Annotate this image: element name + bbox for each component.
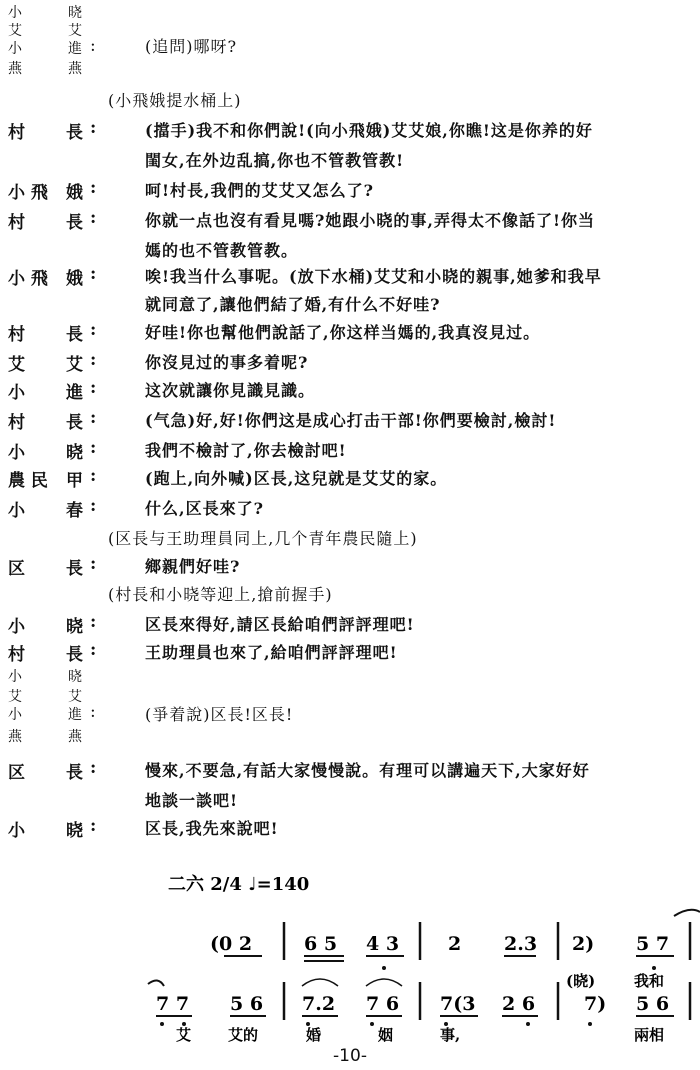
score-note: 5 6 — [636, 993, 670, 1015]
score-lyric: 兩相 — [634, 1026, 665, 1044]
score-note: 2 — [448, 933, 462, 955]
score-note: 5 7 — [636, 933, 670, 955]
score-note: 5 6 — [230, 993, 264, 1015]
score-lyric: (晓) — [566, 972, 596, 990]
dialogue-line: 慢來,不要急,有話大家慢慢說。有理可以講遍天下,大家好好 — [145, 761, 590, 780]
score-note: 6 5 — [304, 933, 338, 955]
dialogue-line: 唉!我当什么事呢。(放下水桶)艾艾和小晓的親事,她爹和我早 — [145, 267, 602, 286]
dialogue-line: 你就一点也沒有看見嗎?她跟小晓的事,弄得太不像話了!你当 — [145, 211, 595, 230]
page-number: -10- — [333, 1046, 367, 1066]
group-speakers: 小 晓 艾 艾 小 進 燕 燕 : — [8, 5, 96, 77]
script-page: 小 晓 艾 艾 小 進 燕 燕 : (追問)哪呀? (小飛娥提水桶上) 村 長 : (擋手)我不和你們說!(向小飛娥)艾艾娘,你瞧!这是你养的好 閨女,在外边乱搞,你也不管教管教! 小 飛 娥 : 呵!村長,我們的艾艾又怎么了? 村 長 : 你就一点也沒有看見嗎?她跟小晓的事,弄得太不像話了!你当 媽的也不管教管教。 小 飛 娥 : 唉!我当什么事呢。(放下水桶)艾艾和小晓的親事,她爹和我早 就同意了,讓他們結了婚,有什么不好哇? 村 長 : 好哇!你也幫他們說話了,你这样当媽的,我真沒見过。 艾 艾 : 你沒見过的事多着呢? 小 進 : 这次就讓你見識見識。 村 長 : (气急)好,好!你們这是成心打击干部!你們要檢討,檢討! 小 晓 : 我們不檢討了,你去檢討吧! 農 民 甲 : (跑上,向外喊)区長,这兒就是艾艾的家。 小 春 : 什么,区長來了? (区長与王助理員同上,几个青年農民隨上) 区 長 : 鄉親們好哇? (村長和小晓等迎上,搶前握手) 小 晓 : 区長來得好,請区長給咱們評評理吧! 村 長 : 王助理員也來了,給咱們評評理吧! 小 晓 艾 艾 小 進 燕 燕 : (爭着說)区長!区長! 区 長 : 慢來,不要急,有話大家慢慢說。有理可以講遍天下,大家好好 地談一談吧! 小 晓 : 区長,我先來說吧! 二六 2/4 ♩=140 (0 2 6 5 4 3 2 2.3 2) 5 7 (晓) 我和 7 7 5 6 7.2 7 6 7(3 2 6 7) 5 6 艾 艾的 婚 姻 事, 兩相 -10- — [0, 0, 700, 1070]
dialogue-line: 好哇!你也幫他們說話了,你这样当媽的,我真沒見过。 — [145, 323, 541, 342]
score-note: 7(3 — [440, 993, 476, 1015]
score-lyric: 姻 — [378, 1026, 394, 1044]
dialogue-line: (擋手)我不和你們說!(向小飛娥)艾艾娘,你瞧!这是你养的好 — [145, 121, 593, 140]
stage-direction: (村長和小晓等迎上,搶前握手) — [108, 585, 333, 604]
group-speakers: 小 晓 艾 艾 小 進 燕 燕 : — [8, 669, 96, 745]
dialogue-line: 閨女,在外边乱搞,你也不管教管教! — [145, 151, 405, 170]
score-note: 2) — [572, 933, 595, 955]
stage-direction: (区長与王助理員同上,几个青年農民隨上) — [108, 529, 418, 548]
dialogue-line: 区長,我先來說吧! — [145, 819, 279, 838]
dialogue-line: 鄉親們好哇? — [145, 557, 241, 576]
score-lyric: 事, — [440, 1026, 461, 1044]
dialogue-line: 就同意了,讓他們結了婚,有什么不好哇? — [145, 295, 441, 314]
score-svg — [0, 860, 700, 1050]
score-lyric: 艾的 — [228, 1026, 259, 1044]
score-note: 7.2 — [302, 993, 336, 1015]
dialogue-line: 地談一談吧! — [145, 791, 239, 810]
tempo-marking: 二六 2/4 ♩=140 — [168, 874, 310, 895]
dialogue-line: 区長來得好,請区長給咱們評評理吧! — [145, 615, 415, 634]
score-note: 7 7 — [156, 993, 190, 1015]
dialogue-line: 什么,区長來了? — [145, 499, 264, 518]
dialogue-line: 我們不檢討了,你去檢討吧! — [145, 441, 347, 460]
dialogue-line: 这次就讓你見識見識。 — [145, 381, 316, 400]
stage-direction: (小飛娥提水桶上) — [108, 91, 242, 110]
dialogue-line: (爭着說)区長!区長! — [145, 705, 294, 724]
score-note: 7 6 — [366, 993, 400, 1015]
score-note: 2.3 — [504, 933, 538, 955]
score-lyric: 我和 — [634, 972, 665, 990]
dialogue-line: 王助理員也來了,給咱們評評理吧! — [145, 643, 398, 662]
dialogue-line: (跑上,向外喊)区長,这兒就是艾艾的家。 — [145, 469, 448, 488]
score-note: 2 6 — [502, 993, 536, 1015]
score-note: 4 3 — [366, 933, 400, 955]
score-note: (0 2 — [210, 933, 253, 955]
dialogue-line: 你沒見过的事多着呢? — [145, 353, 309, 372]
music-score — [0, 860, 700, 1050]
score-lyric: 婚 — [306, 1026, 322, 1044]
score-note: 7) — [584, 993, 607, 1015]
dialogue-line: (追問)哪呀? — [145, 37, 238, 56]
dialogue-line: 媽的也不管教管教。 — [145, 241, 299, 260]
dialogue-line: (气急)好,好!你們这是成心打击干部!你們要檢討,檢討! — [145, 411, 557, 430]
dialogue-line: 呵!村長,我們的艾艾又怎么了? — [145, 181, 374, 200]
score-lyric: 艾 — [176, 1026, 192, 1044]
